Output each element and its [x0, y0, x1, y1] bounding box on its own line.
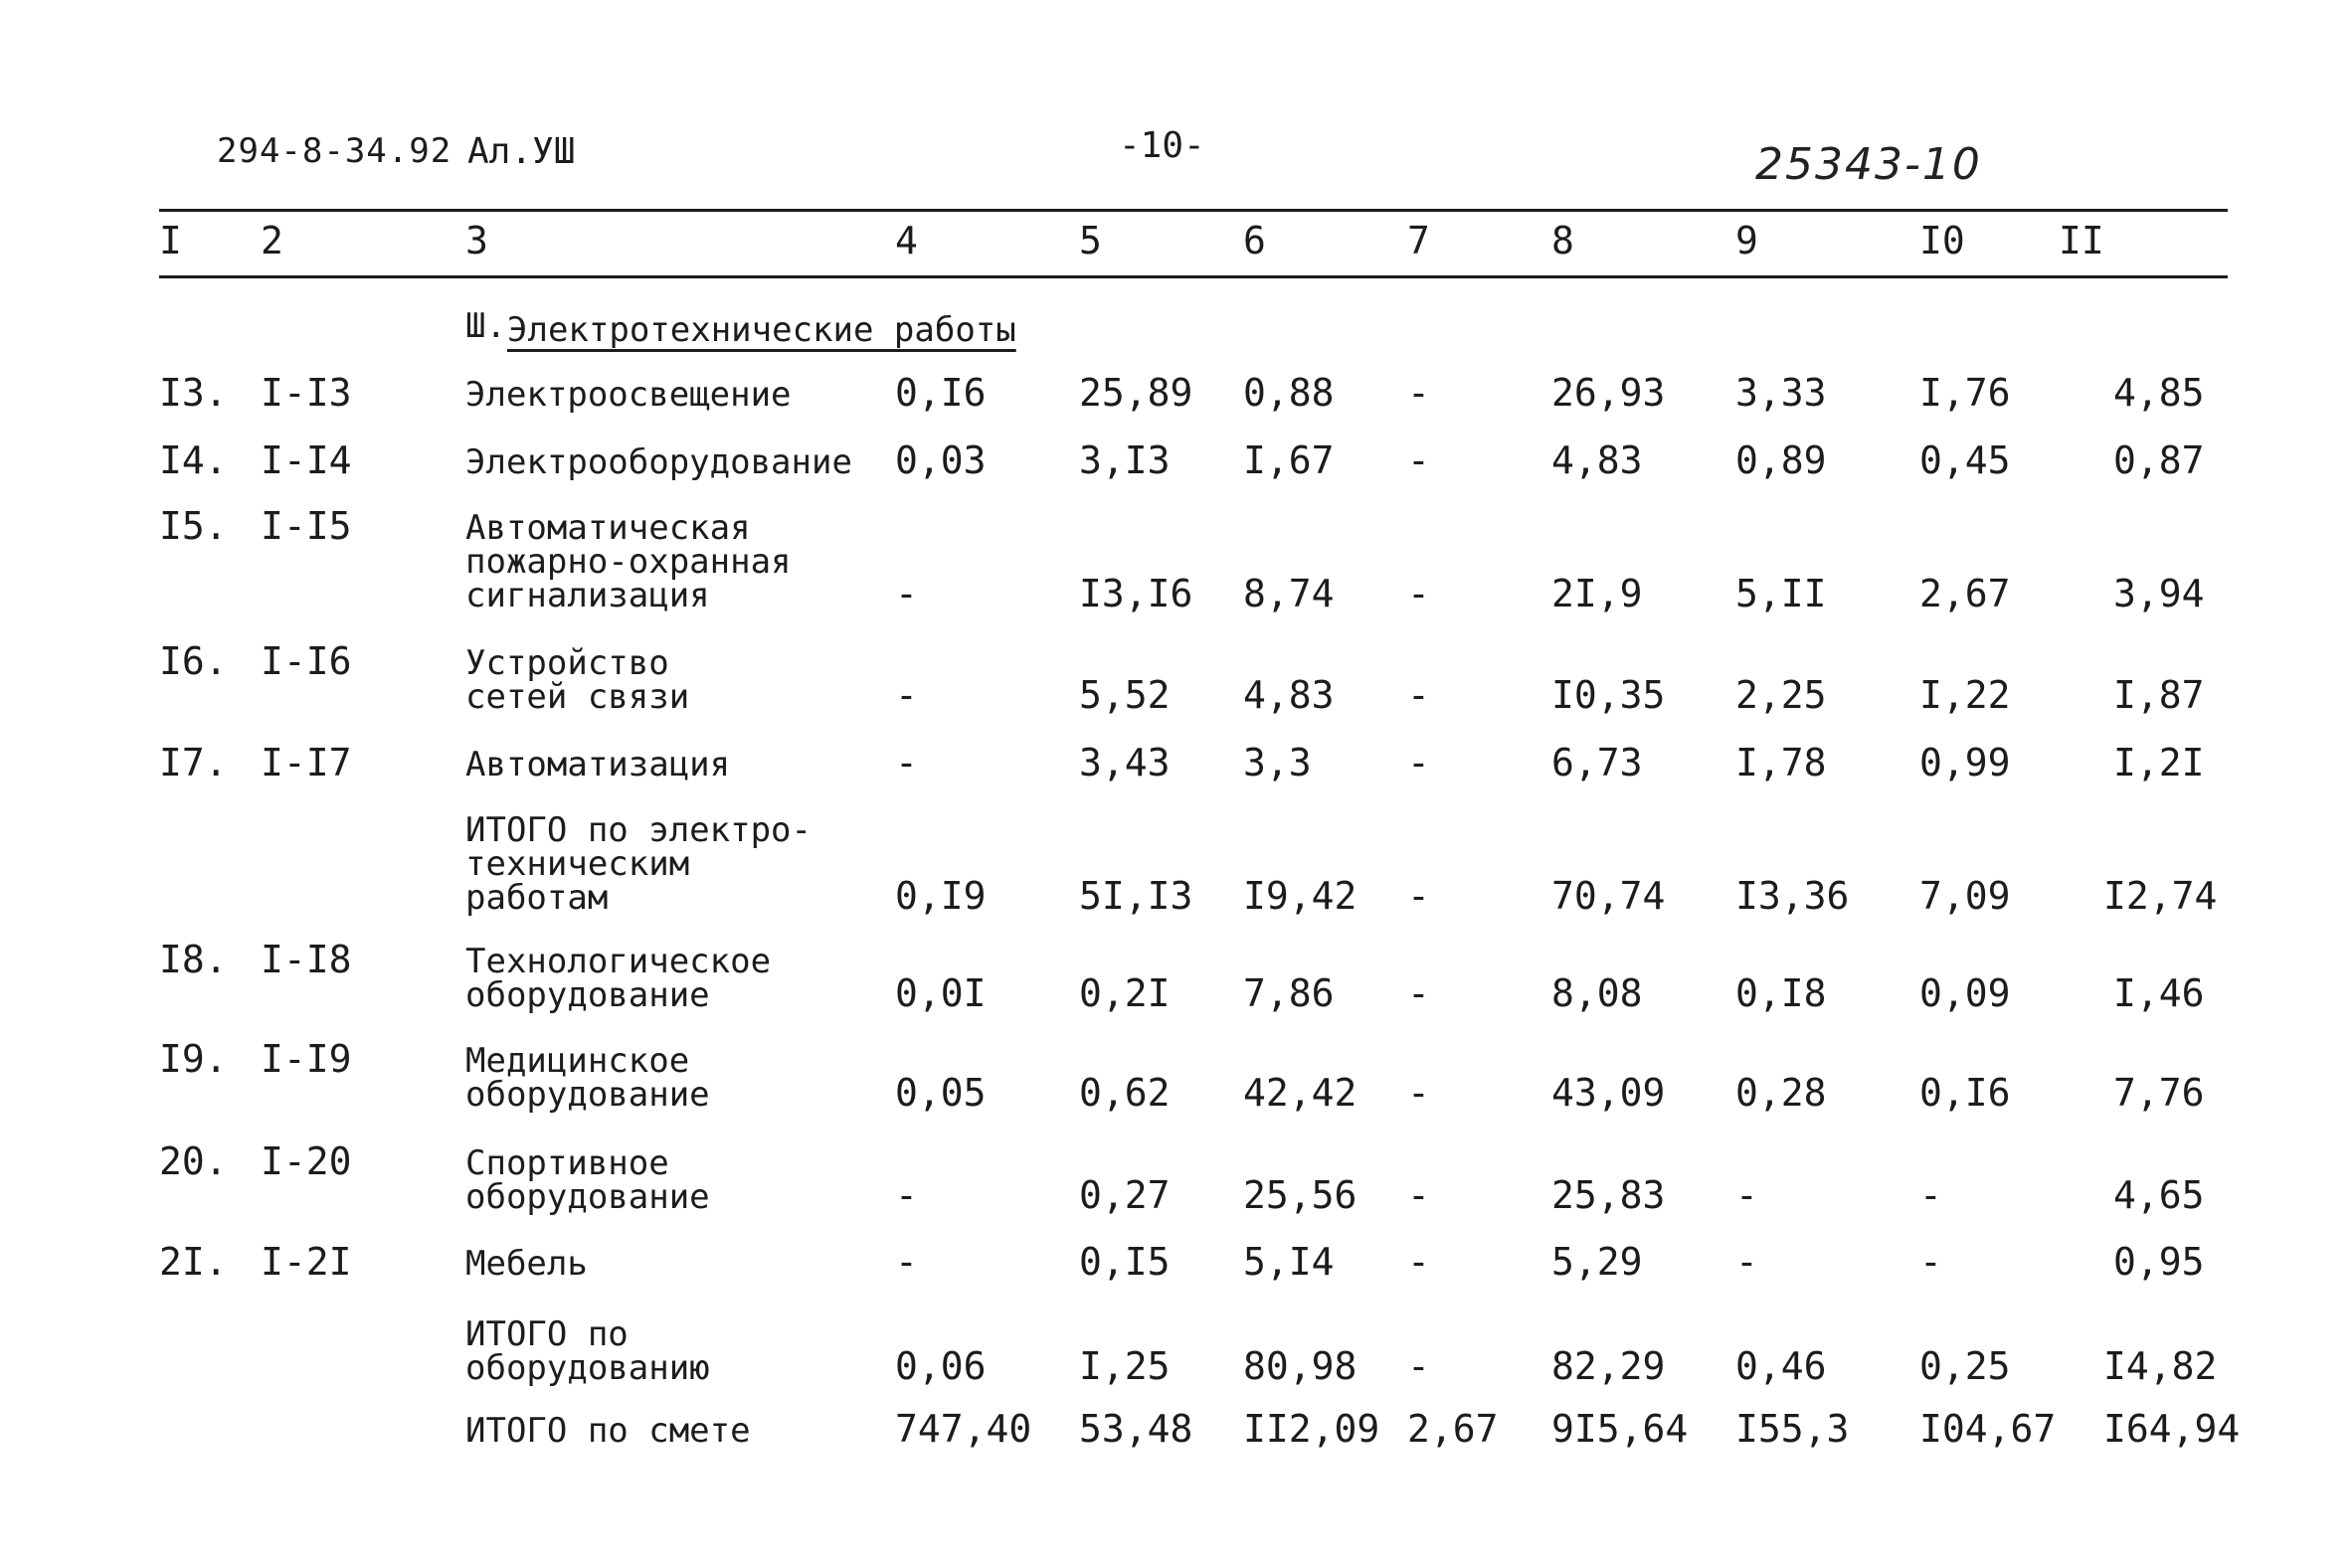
cell-col-7: -	[1407, 371, 1430, 415]
cell-col-7: -	[1407, 1344, 1430, 1388]
row-name	[465, 1314, 710, 1388]
cell-col-7: -	[1407, 741, 1430, 784]
row-name	[465, 643, 690, 717]
row-name-line: техническим	[465, 844, 690, 884]
row-code: I-I7	[261, 741, 352, 784]
cell-col-7: 2,67	[1407, 1407, 1499, 1451]
cell-col-6: 42,42	[1243, 1071, 1357, 1115]
row-number: I9.	[159, 1037, 228, 1081]
cell-col-7: -	[1407, 1173, 1430, 1217]
row-number: 20.	[159, 1139, 228, 1183]
cell-col-6: I,67	[1243, 438, 1335, 482]
row-name	[465, 1143, 710, 1217]
row-name-line: Электрооборудование	[465, 442, 852, 482]
column-header-8: 8	[1551, 219, 1574, 262]
column-header-11: II	[2059, 219, 2104, 262]
cell-col-6: 4,83	[1243, 673, 1335, 717]
cell-col-10: -	[1919, 1240, 1942, 1284]
cell-col-11: 0,95	[2113, 1240, 2205, 1284]
row-number: I7.	[159, 741, 228, 784]
cell-col-7: -	[1407, 438, 1430, 482]
cell-col-4: -	[895, 741, 918, 784]
cell-col-11: 4,85	[2113, 371, 2205, 415]
cell-col-11: I,87	[2113, 673, 2205, 717]
row-number: I5.	[159, 504, 228, 548]
cell-col-4: 0,05	[895, 1071, 987, 1115]
row-name	[465, 375, 792, 415]
row-name-line: сигнализация	[465, 576, 710, 615]
cell-col-6: 5,I4	[1243, 1240, 1335, 1284]
cell-col-5: 3,43	[1079, 741, 1171, 784]
column-header-10: I0	[1919, 219, 1965, 262]
cell-col-4: -	[895, 1240, 918, 1284]
section-title: Электротехнические работы	[507, 310, 1016, 350]
table-header-rule	[159, 275, 2228, 278]
document-code: 294-8-34.92	[217, 131, 452, 171]
cell-col-10: 0,25	[1919, 1344, 2011, 1388]
cell-col-10: 2,67	[1919, 572, 2011, 615]
cell-col-5: 0,2I	[1079, 971, 1171, 1015]
cell-col-10: 0,09	[1919, 971, 2011, 1015]
row-name-line: Автоматизация	[465, 745, 731, 784]
cell-col-11: I64,94	[2103, 1407, 2241, 1451]
row-code: I-20	[261, 1139, 352, 1183]
cell-col-4: -	[895, 673, 918, 717]
row-name-line: оборудование	[465, 1075, 710, 1115]
cell-col-6: 8,74	[1243, 572, 1335, 615]
cell-col-10: 0,45	[1919, 438, 2011, 482]
row-number: I6.	[159, 639, 228, 683]
cell-col-9: I3,36	[1735, 874, 1850, 918]
cell-col-6: II2,09	[1243, 1407, 1380, 1451]
row-name-line: сетей связи	[465, 677, 690, 717]
cell-col-4: -	[895, 572, 918, 615]
cell-col-10: I,76	[1919, 371, 2011, 415]
cell-col-8: 6,73	[1551, 741, 1643, 784]
cell-col-9: I55,3	[1735, 1407, 1850, 1451]
cell-col-8: 43,09	[1551, 1071, 1666, 1115]
cell-col-9: I,78	[1735, 741, 1827, 784]
row-name-line: Медицинское	[465, 1041, 690, 1081]
cell-col-5: 0,62	[1079, 1071, 1171, 1115]
cell-col-5: I,25	[1079, 1344, 1171, 1388]
cell-col-7: -	[1407, 572, 1430, 615]
row-number: I3.	[159, 371, 228, 415]
row-number: I8.	[159, 938, 228, 981]
cell-col-9: -	[1735, 1173, 1758, 1217]
cell-col-5: I3,I6	[1079, 572, 1193, 615]
cell-col-6: 25,56	[1243, 1173, 1357, 1217]
row-name-line: оборудование	[465, 975, 710, 1015]
row-name-line: ИТОГО по смете	[465, 1411, 751, 1451]
row-code: I-I6	[261, 639, 352, 683]
cell-col-5: 5,52	[1079, 673, 1171, 717]
cell-col-6: 7,86	[1243, 971, 1335, 1015]
cell-col-9: 0,28	[1735, 1071, 1827, 1115]
cell-col-8: 82,29	[1551, 1344, 1666, 1388]
row-name-line: Спортивное	[465, 1143, 669, 1183]
cell-col-10: -	[1919, 1173, 1942, 1217]
cell-col-9: 2,25	[1735, 673, 1827, 717]
cell-col-4: -	[895, 1173, 918, 1217]
row-number: I4.	[159, 438, 228, 482]
cell-col-8: 25,83	[1551, 1173, 1666, 1217]
column-header-6: 6	[1243, 219, 1266, 262]
row-name-line: Автоматическая	[465, 508, 751, 548]
row-name-line: оборудованию	[465, 1348, 710, 1388]
row-name-line: ИТОГО по электро-	[465, 810, 812, 850]
row-number: 2I.	[159, 1240, 228, 1284]
cell-col-9: 3,33	[1735, 371, 1827, 415]
cell-col-4: 747,40	[895, 1407, 1032, 1451]
cell-col-8: 9I5,64	[1551, 1407, 1689, 1451]
cell-col-8: 2I,9	[1551, 572, 1643, 615]
row-name-line: работам	[465, 878, 609, 918]
row-name	[465, 1411, 751, 1451]
cell-col-8: 8,08	[1551, 971, 1643, 1015]
cell-col-4: 0,06	[895, 1344, 987, 1388]
cell-col-11: 4,65	[2113, 1173, 2205, 1217]
cell-col-11: 0,87	[2113, 438, 2205, 482]
row-name	[465, 745, 731, 784]
row-name	[465, 1244, 588, 1284]
row-name-line: Электроосвещение	[465, 375, 792, 415]
cell-col-10: 0,99	[1919, 741, 2011, 784]
row-name	[465, 942, 772, 1015]
cell-col-10: I04,67	[1919, 1407, 2057, 1451]
row-code: I-I3	[261, 371, 352, 415]
column-header-4: 4	[895, 219, 918, 262]
row-name	[465, 1041, 710, 1115]
cell-col-11: I4,82	[2103, 1344, 2218, 1388]
cell-col-8: I0,35	[1551, 673, 1666, 717]
column-header-5: 5	[1079, 219, 1102, 262]
cell-col-4: 0,I9	[895, 874, 987, 918]
row-name	[465, 508, 792, 615]
column-header-7: 7	[1407, 219, 1430, 262]
cell-col-7: -	[1407, 673, 1430, 717]
section-number: Ш.	[465, 306, 506, 346]
cell-col-11: 7,76	[2113, 1071, 2205, 1115]
row-code: I-I8	[261, 938, 352, 981]
row-name-line: пожарно-охранная	[465, 542, 792, 582]
cell-col-4: 0,0I	[895, 971, 987, 1015]
cell-col-8: 4,83	[1551, 438, 1643, 482]
row-name	[465, 810, 812, 918]
row-name-line: Устройство	[465, 643, 669, 683]
cell-col-8: 70,74	[1551, 874, 1666, 918]
cell-col-10: I,22	[1919, 673, 2011, 717]
row-code: I-I9	[261, 1037, 352, 1081]
cell-col-4: 0,03	[895, 438, 987, 482]
cell-col-6: 80,98	[1243, 1344, 1357, 1388]
cell-col-9: 0,I8	[1735, 971, 1827, 1015]
cell-col-11: 3,94	[2113, 572, 2205, 615]
cell-col-9: 0,89	[1735, 438, 1827, 482]
cell-col-5: 5I,I3	[1079, 874, 1193, 918]
cell-col-7: -	[1407, 874, 1430, 918]
column-header-2: 2	[261, 219, 283, 262]
row-name-line: ИТОГО по	[465, 1314, 629, 1354]
archive-number: 25343-10	[1755, 139, 1982, 190]
cell-col-5: 3,I3	[1079, 438, 1171, 482]
row-name-line: Мебель	[465, 1244, 588, 1284]
cell-col-5: 25,89	[1079, 371, 1193, 415]
cell-col-6: 3,3	[1243, 741, 1312, 784]
cell-col-9: 5,II	[1735, 572, 1827, 615]
column-header-1: I	[159, 219, 182, 262]
cell-col-9: -	[1735, 1240, 1758, 1284]
page-number: -10-	[1119, 125, 1205, 166]
cell-col-9: 0,46	[1735, 1344, 1827, 1388]
column-header-3: 3	[465, 219, 488, 262]
row-name-line: оборудование	[465, 1177, 710, 1217]
row-code: I-2I	[261, 1240, 352, 1284]
cell-col-7: -	[1407, 1240, 1430, 1284]
cell-col-5: 53,48	[1079, 1407, 1193, 1451]
cell-col-11: I,2I	[2113, 741, 2205, 784]
row-name-line: Технологическое	[465, 942, 772, 981]
cell-col-6: I9,42	[1243, 874, 1357, 918]
row-code: I-I5	[261, 504, 352, 548]
cell-col-8: 26,93	[1551, 371, 1666, 415]
cell-col-4: 0,I6	[895, 371, 987, 415]
cell-col-5: 0,I5	[1079, 1240, 1171, 1284]
row-name	[465, 442, 852, 482]
cell-col-8: 5,29	[1551, 1240, 1643, 1284]
cell-col-7: -	[1407, 971, 1430, 1015]
column-header-9: 9	[1735, 219, 1758, 262]
cell-col-11: I,46	[2113, 971, 2205, 1015]
cell-col-10: 7,09	[1919, 874, 2011, 918]
row-code: I-I4	[261, 438, 352, 482]
cell-col-11: I2,74	[2103, 874, 2218, 918]
cell-col-5: 0,27	[1079, 1173, 1171, 1217]
cell-col-7: -	[1407, 1071, 1430, 1115]
cell-col-6: 0,88	[1243, 371, 1335, 415]
table-top-rule	[159, 209, 2228, 212]
cell-col-10: 0,I6	[1919, 1071, 2011, 1115]
sheet-label: Ал.УШ	[467, 131, 576, 172]
